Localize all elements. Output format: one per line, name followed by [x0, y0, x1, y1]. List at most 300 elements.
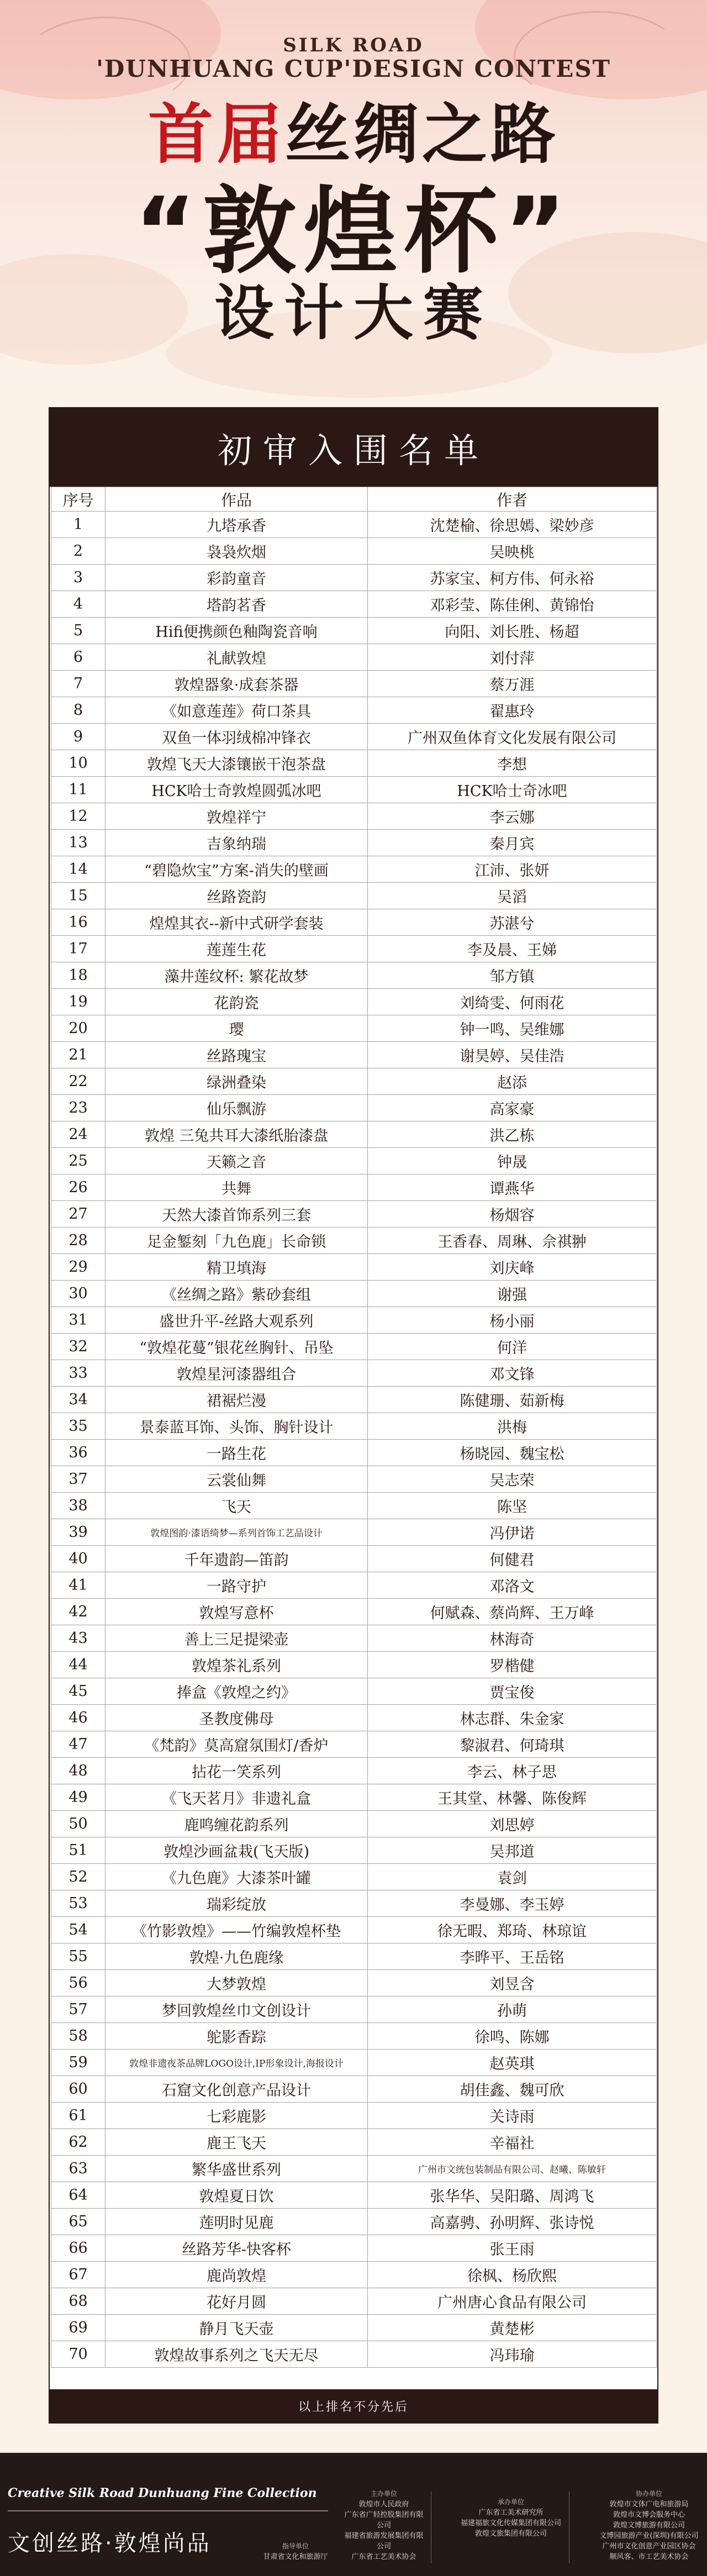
cell-work: “碧隐炊宝”方案-消失的壁画 — [105, 856, 368, 883]
cell-work: 丝路瓷韵 — [105, 883, 368, 909]
cell-work: 九塔承香 — [105, 512, 368, 538]
table-row — [51, 1970, 657, 1996]
cell-author: 钟晟 — [368, 1148, 657, 1174]
footer-divider — [8, 2510, 328, 2511]
cell-author: 广州双鱼体育文化发展有限公司 — [368, 724, 657, 750]
hero-banner — [0, 0, 707, 414]
cell-no: 33 — [51, 1360, 105, 1387]
table-row — [51, 830, 657, 856]
cell-work: 袅袅炊烟 — [105, 538, 368, 565]
cell-no: 39 — [51, 1519, 105, 1546]
cell-no: 7 — [51, 671, 105, 697]
english-title-line1: SILK ROAD — [283, 34, 424, 56]
cell-no: 27 — [51, 1201, 105, 1228]
cell-no: 70 — [51, 2341, 105, 2368]
cell-author: 吴映桃 — [368, 538, 657, 565]
cell-no: 1 — [51, 512, 105, 538]
cell-author: 何洋 — [368, 1334, 657, 1360]
cell-no: 15 — [51, 883, 105, 909]
cell-work: 《九色鹿》大漆茶叶罐 — [105, 1864, 368, 1890]
table-row — [51, 2076, 657, 2103]
table-row — [51, 1413, 657, 1440]
cell-no: 23 — [51, 1095, 105, 1121]
cell-work: 善上三足提梁壶 — [105, 1625, 368, 1652]
cell-author: 李曼娜、李玉婷 — [368, 1890, 657, 1917]
table-row — [51, 909, 657, 936]
cell-no: 36 — [51, 1440, 105, 1466]
cell-work: 礼献敦煌 — [105, 644, 368, 671]
cell-work: 天籁之音 — [105, 1148, 368, 1174]
cell-work: 敦煌星河漆器组合 — [105, 1360, 368, 1387]
shortlist-table — [51, 487, 657, 2368]
cell-work: 敦煌写意杯 — [105, 1599, 368, 1625]
cell-work: 石窟文化创意产品设计 — [105, 2076, 368, 2103]
table-row — [51, 697, 657, 724]
cell-author: 洪梅 — [368, 1413, 657, 1440]
cell-author: 王香春、周琳、佘祺翀 — [368, 1228, 657, 1254]
cell-work: HCK哈士奇敦煌圆弧冰吧 — [105, 777, 368, 803]
cell-author: 辛福社 — [368, 2129, 657, 2156]
cell-no: 38 — [51, 1493, 105, 1519]
cell-author: 关诗雨 — [368, 2103, 657, 2129]
column-header-author: 作者 — [368, 487, 657, 512]
cell-no: 8 — [51, 697, 105, 724]
cell-no: 29 — [51, 1254, 105, 1281]
cell-work: 花好月圆 — [105, 2288, 368, 2315]
cell-author: 高家豪 — [368, 1095, 657, 1121]
guiding-organization: 指导单位 甘肃省文化和旅游厅 — [263, 2542, 328, 2561]
table-row — [51, 2288, 657, 2315]
table-row — [51, 1784, 657, 1811]
footer-brand-english: Creative Silk Road Dunhuang Fine Collection — [8, 2486, 317, 2500]
cell-work: 煌煌其衣--新中式研学套装 — [105, 909, 368, 936]
cell-author: 张王雨 — [368, 2235, 657, 2262]
table-row — [51, 2341, 657, 2368]
cell-work: 千年遗韵—笛韵 — [105, 1546, 368, 1572]
table-row — [51, 2023, 657, 2050]
cell-author: 李想 — [368, 750, 657, 777]
cell-no: 17 — [51, 936, 105, 962]
cell-no: 54 — [51, 1917, 105, 1943]
cell-author: 李及晨、王娣 — [368, 936, 657, 962]
cell-no: 40 — [51, 1546, 105, 1572]
cell-no: 67 — [51, 2262, 105, 2288]
cell-work: 一路生花 — [105, 1440, 368, 1466]
cell-work: 鸵影香踪 — [105, 2023, 368, 2050]
cell-work: 繁华盛世系列 — [105, 2156, 368, 2182]
english-title-line2: 'DUNHUANG CUP'DESIGN CONTEST — [96, 55, 611, 82]
table-row — [51, 1466, 657, 1493]
cell-author: 何健君 — [368, 1546, 657, 1572]
table-row — [51, 1121, 657, 1148]
cell-author: 何赋森、蔡尚辉、王万峰 — [368, 1599, 657, 1625]
table-row — [51, 1015, 657, 1042]
cell-author: 林志群、朱金家 — [368, 1705, 657, 1731]
table-row — [51, 883, 657, 909]
cell-no: 69 — [51, 2315, 105, 2341]
cell-work: 彩韵童音 — [105, 565, 368, 591]
table-row — [51, 1572, 657, 1599]
footer — [0, 2453, 707, 2576]
cell-no: 6 — [51, 644, 105, 671]
cell-work: 天然大漆首饰系列三套 — [105, 1201, 368, 1228]
cell-work: 敦煌故事系列之飞天无尽 — [105, 2341, 368, 2368]
cell-author: 冯伊诺 — [368, 1519, 657, 1546]
cell-no: 16 — [51, 909, 105, 936]
table-row — [51, 2156, 657, 2182]
cell-author: 谢强 — [368, 1281, 657, 1307]
cell-no: 65 — [51, 2209, 105, 2235]
table-row — [51, 2315, 657, 2341]
cell-no: 52 — [51, 1864, 105, 1890]
cell-work: 绿洲叠染 — [105, 1068, 368, 1095]
cell-work: 莲莲生花 — [105, 936, 368, 962]
cell-author: HCK哈士奇冰吧 — [368, 777, 657, 803]
table-row — [51, 2262, 657, 2288]
cell-work: 敦煌·九色鹿缘 — [105, 1943, 368, 1970]
cell-work: 仙乐飘游 — [105, 1095, 368, 1121]
cell-no: 64 — [51, 2182, 105, 2209]
cell-no: 42 — [51, 1599, 105, 1625]
cell-work: 双鱼一体羽绒棉冲锋衣 — [105, 724, 368, 750]
cell-work: “敦煌花蔓”银花丝胸针、吊坠 — [105, 1334, 368, 1360]
table-row — [51, 618, 657, 644]
cell-no: 9 — [51, 724, 105, 750]
table-row — [51, 2182, 657, 2209]
cell-no: 32 — [51, 1334, 105, 1360]
cell-author: 徐无暇、郑琦、林琼谊 — [368, 1917, 657, 1943]
table-row — [51, 1917, 657, 1943]
table-row — [51, 856, 657, 883]
cell-work: 璎 — [105, 1015, 368, 1042]
cell-no: 45 — [51, 1678, 105, 1705]
table-row — [51, 1334, 657, 1360]
cell-no: 25 — [51, 1148, 105, 1174]
footer-brand-chinese: 文创丝路·敦煌尚品 — [8, 2531, 212, 2556]
table-row — [51, 1148, 657, 1174]
cell-work: 共舞 — [105, 1174, 368, 1201]
cell-no: 48 — [51, 1758, 105, 1784]
cell-author: 王其堂、林馨、陈俊辉 — [368, 1784, 657, 1811]
cell-author: 吴滔 — [368, 883, 657, 909]
cell-work: 敦煌夏日饮 — [105, 2182, 368, 2209]
cell-author: 杨晓园、魏宝松 — [368, 1440, 657, 1466]
table-row — [51, 777, 657, 803]
co-organizer-organizations: 协办单位 敦煌市文体广电和旅游局 敦煌市文博会服务中心 敦煌文博旅游有限公司 文博园旅游产业(深圳)有限公司 广州市文化创意产业园区协会 顺风客、市工艺美术协会 — [599, 2490, 699, 2561]
cell-author: 广州唐心食品有限公司 — [368, 2288, 657, 2315]
cell-author: 陈健珊、茹新梅 — [368, 1387, 657, 1413]
cell-no: 60 — [51, 2076, 105, 2103]
cell-author: 陈坚 — [368, 1493, 657, 1519]
cell-author: 刘付萍 — [368, 644, 657, 671]
table-row — [51, 1625, 657, 1652]
table-row — [51, 1042, 657, 1068]
cell-no: 19 — [51, 989, 105, 1015]
cell-no: 46 — [51, 1705, 105, 1731]
cell-author: 吴邦道 — [368, 1837, 657, 1864]
cell-no: 68 — [51, 2288, 105, 2315]
cell-work: 圣教度佛母 — [105, 1705, 368, 1731]
cell-no: 51 — [51, 1837, 105, 1864]
table-row — [51, 1943, 657, 1970]
cell-work: 大梦敦煌 — [105, 1970, 368, 1996]
cell-no: 4 — [51, 591, 105, 618]
table-row — [51, 2235, 657, 2262]
cell-author: 谢昊婷、吴佳浩 — [368, 1042, 657, 1068]
table-row — [51, 1890, 657, 1917]
cell-author: 李云娜 — [368, 803, 657, 830]
table-row — [51, 803, 657, 830]
host-organizations: 主办单位 敦煌市人民政府 广东省广轻控股集团有限公司 福建省旅游发展集团有限公司 广东省工艺美术协会 — [344, 2490, 424, 2561]
column-header-work: 作品 — [105, 487, 368, 512]
cell-work: 敦煌沙画盆栽(飞天版) — [105, 1837, 368, 1864]
cell-no: 59 — [51, 2050, 105, 2076]
cell-no: 31 — [51, 1307, 105, 1334]
cell-no: 3 — [51, 565, 105, 591]
cell-no: 53 — [51, 1890, 105, 1917]
cell-work: 《竹影敦煌》——竹编敦煌杯垫 — [105, 1917, 368, 1943]
cell-no: 55 — [51, 1943, 105, 1970]
cell-author: 贾宝俊 — [368, 1678, 657, 1705]
table-row — [51, 1493, 657, 1519]
cell-work: 盛世升平-丝路大观系列 — [105, 1307, 368, 1334]
cell-work: 足金錾刻「九色鹿」长命锁 — [105, 1228, 368, 1254]
table-row — [51, 1228, 657, 1254]
cell-author: 杨烟容 — [368, 1201, 657, 1228]
cell-work: 云裳仙舞 — [105, 1466, 368, 1493]
table-row — [51, 962, 657, 989]
cell-work: 吉象纳瑞 — [105, 830, 368, 856]
cell-no: 21 — [51, 1042, 105, 1068]
cell-work: 精卫填海 — [105, 1254, 368, 1281]
cell-author: 洪乙栋 — [368, 1121, 657, 1148]
shortlist-title: 初审入围名单 — [50, 408, 657, 487]
cell-work: 藻井莲纹杯: 繁花故梦 — [105, 962, 368, 989]
cell-work: 裙裾烂漫 — [105, 1387, 368, 1413]
cell-work: 《丝绸之路》紫砂套组 — [105, 1281, 368, 1307]
table-row — [51, 2129, 657, 2156]
cell-work: 鹿鸣缠花韵系列 — [105, 1811, 368, 1837]
table-row — [51, 1174, 657, 1201]
cell-author: 徐枫、杨欣熙 — [368, 2262, 657, 2288]
table-row — [51, 538, 657, 565]
cell-author: 刘庆峰 — [368, 1254, 657, 1281]
cell-author: 秦月宾 — [368, 830, 657, 856]
cell-work: 七彩鹿影 — [105, 2103, 368, 2129]
cell-author: 杨小丽 — [368, 1307, 657, 1334]
cell-author: 沈楚榆、徐思嫣、梁妙彦 — [368, 512, 657, 538]
cell-no: 20 — [51, 1015, 105, 1042]
cell-author: 刘绮雯、何雨花 — [368, 989, 657, 1015]
title-first-edition: 首届 — [147, 96, 285, 172]
cell-work: 景泰蓝耳饰、头饰、胸针设计 — [105, 1413, 368, 1440]
table-row — [51, 1281, 657, 1307]
cell-no: 34 — [51, 1387, 105, 1413]
cell-work: 鹿王飞天 — [105, 2129, 368, 2156]
cell-work: 敦煌飞天大漆镶嵌干泡茶盘 — [105, 750, 368, 777]
cell-work: 拈花一笑系列 — [105, 1758, 368, 1784]
cell-no: 13 — [51, 830, 105, 856]
cell-no: 43 — [51, 1625, 105, 1652]
table-header-row — [51, 487, 657, 512]
cell-work: 塔韵茗香 — [105, 591, 368, 618]
cell-work: 敦煌非遗夜茶品牌LOGO设计,IP形象设计,海报设计 — [105, 2050, 368, 2076]
table-row — [51, 1678, 657, 1705]
cell-author: 翟惠玲 — [368, 697, 657, 724]
cell-work: 敦煌图韵·漆语绮梦—系列首饰工艺品设计 — [105, 1519, 368, 1546]
table-row — [51, 1731, 657, 1758]
cell-no: 12 — [51, 803, 105, 830]
cell-author: 李云、林子思 — [368, 1758, 657, 1784]
ranking-note: 以上排名不分先后 — [50, 2389, 657, 2422]
cell-no: 37 — [51, 1466, 105, 1493]
table-row — [51, 1307, 657, 1334]
cell-author: 邓洛文 — [368, 1572, 657, 1599]
organizer-organizations: 承办单位 广东省工美术研究所 福建福旅文化传媒集团有限公司 敦煌文旅集团有限公司 — [460, 2498, 561, 2538]
cell-author: 钟一鸣、吴维娜 — [368, 1015, 657, 1042]
cell-work: 敦煌 三兔共耳大漆纸胎漆盘 — [105, 1121, 368, 1148]
cell-no: 63 — [51, 2156, 105, 2182]
table-row — [51, 1068, 657, 1095]
table-row — [51, 1519, 657, 1546]
cell-author: 广州市文统包装制品有限公司、赵曦、陈敏轩 — [368, 2156, 657, 2182]
chinese-title-line2: “敦煌杯” — [134, 177, 573, 287]
cell-author: 苏湛兮 — [368, 909, 657, 936]
table-row — [51, 1254, 657, 1281]
table-row — [51, 1758, 657, 1784]
cell-no: 61 — [51, 2103, 105, 2129]
table-row — [51, 644, 657, 671]
cell-author: 高嘉骋、孙明辉、张诗悦 — [368, 2209, 657, 2235]
cell-no: 44 — [51, 1652, 105, 1678]
cell-work: 《飞天茗月》非遗礼盒 — [105, 1784, 368, 1811]
cell-author: 黄楚彬 — [368, 2315, 657, 2341]
cell-work: 飞天 — [105, 1493, 368, 1519]
cell-no: 49 — [51, 1784, 105, 1811]
cell-no: 50 — [51, 1811, 105, 1837]
cell-work: 敦煌茶礼系列 — [105, 1652, 368, 1678]
cell-work: 梦回敦煌丝巾文创设计 — [105, 1996, 368, 2023]
table-row — [51, 512, 657, 538]
cell-no: 5 — [51, 618, 105, 644]
cell-author: 李晔平、王岳铭 — [368, 1943, 657, 1970]
cell-author: 刘昱含 — [368, 1970, 657, 1996]
cell-author: 林海奇 — [368, 1625, 657, 1652]
cell-work: 《梵韵》莫高窟氛围灯/香炉 — [105, 1731, 368, 1758]
table-row — [51, 1864, 657, 1890]
table-row — [51, 1201, 657, 1228]
table-row — [51, 724, 657, 750]
cell-no: 47 — [51, 1731, 105, 1758]
title-silk-road: 丝绸之路 — [285, 96, 560, 172]
cell-no: 2 — [51, 538, 105, 565]
cell-work: 静月飞天壶 — [105, 2315, 368, 2341]
cell-no: 22 — [51, 1068, 105, 1095]
cell-no: 11 — [51, 777, 105, 803]
cell-work: 丝路瑰宝 — [105, 1042, 368, 1068]
cell-no: 18 — [51, 962, 105, 989]
cell-author: 吴志荣 — [368, 1466, 657, 1493]
cell-no: 57 — [51, 1996, 105, 2023]
table-row — [51, 750, 657, 777]
table-row — [51, 936, 657, 962]
table-row — [51, 1440, 657, 1466]
cell-author: 谭燕华 — [368, 1174, 657, 1201]
cell-no: 62 — [51, 2129, 105, 2156]
chinese-title-line3: 设计大赛 — [214, 279, 493, 348]
table-row — [51, 1546, 657, 1572]
cell-author: 向阳、刘长胜、杨超 — [368, 618, 657, 644]
cell-no: 26 — [51, 1174, 105, 1201]
cell-author: 冯玮瑜 — [368, 2341, 657, 2368]
table-row — [51, 565, 657, 591]
cell-author: 黎淑君、何琦琪 — [368, 1731, 657, 1758]
cell-no: 10 — [51, 750, 105, 777]
table-row — [51, 1387, 657, 1413]
cell-author: 邓文锋 — [368, 1360, 657, 1387]
cell-no: 58 — [51, 2023, 105, 2050]
cell-work: 敦煌祥宁 — [105, 803, 368, 830]
table-row — [51, 989, 657, 1015]
cell-no: 14 — [51, 856, 105, 883]
cell-author: 赵添 — [368, 1068, 657, 1095]
table-row — [51, 1996, 657, 2023]
table-row — [51, 1095, 657, 1121]
cell-no: 28 — [51, 1228, 105, 1254]
cell-author: 赵英琪 — [368, 2050, 657, 2076]
cell-work: Hifi便携颜色釉陶瓷音响 — [105, 618, 368, 644]
cell-author: 徐鸣、陈娜 — [368, 2023, 657, 2050]
cell-author: 孙萌 — [368, 1996, 657, 2023]
cell-author: 江沛、张妍 — [368, 856, 657, 883]
table-row — [51, 1599, 657, 1625]
table-row — [51, 2050, 657, 2076]
table-row — [51, 1652, 657, 1678]
table-row — [51, 1837, 657, 1864]
cell-author: 邓彩莹、陈佳俐、黄锦怡 — [368, 591, 657, 618]
table-row — [51, 1811, 657, 1837]
cell-author: 苏家宝、柯方伟、何永裕 — [368, 565, 657, 591]
table-row — [51, 591, 657, 618]
cell-work: 莲明时见鹿 — [105, 2209, 368, 2235]
table-body — [51, 512, 657, 2368]
cell-author: 罗楷健 — [368, 1652, 657, 1678]
table-row — [51, 671, 657, 697]
cell-work: 《如意莲莲》荷口茶具 — [105, 697, 368, 724]
cell-author: 刘思婷 — [368, 1811, 657, 1837]
cell-work: 一路守护 — [105, 1572, 368, 1599]
cell-no: 35 — [51, 1413, 105, 1440]
cell-work: 丝路芳华-快客杯 — [105, 2235, 368, 2262]
cell-author: 张华华、吴阳璐、周鸿飞 — [368, 2182, 657, 2209]
table-row — [51, 1705, 657, 1731]
cell-work: 鹿尚敦煌 — [105, 2262, 368, 2288]
shortlist-panel — [49, 407, 658, 2424]
cell-no: 56 — [51, 1970, 105, 1996]
column-header-no: 序号 — [51, 487, 105, 512]
cell-no: 24 — [51, 1121, 105, 1148]
cell-work: 捧盒《敦煌之约》 — [105, 1678, 368, 1705]
table-row — [51, 2103, 657, 2129]
cell-author: 邹方镇 — [368, 962, 657, 989]
table-row — [51, 1360, 657, 1387]
cell-work: 敦煌器象·成套茶器 — [105, 671, 368, 697]
cell-work: 瑞彩绽放 — [105, 1890, 368, 1917]
cell-no: 41 — [51, 1572, 105, 1599]
cell-author: 胡佳鑫、魏可欣 — [368, 2076, 657, 2103]
cell-no: 30 — [51, 1281, 105, 1307]
cell-no: 66 — [51, 2235, 105, 2262]
